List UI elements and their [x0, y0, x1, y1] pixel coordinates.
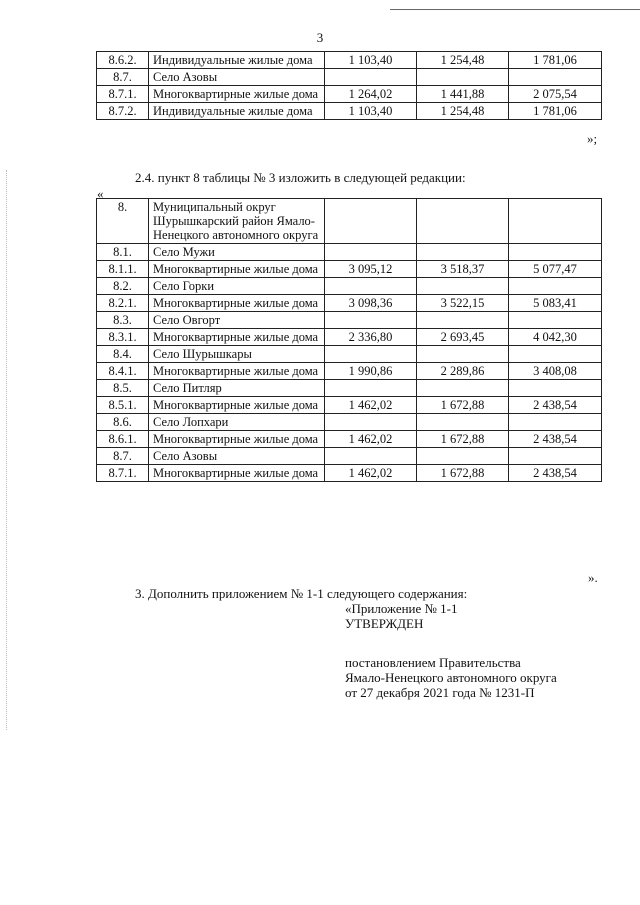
- row-value-2: 2 289,86: [417, 363, 509, 380]
- row-name: Многоквартирные жилые дома: [149, 363, 325, 380]
- approved-by-line: постановлением Правительства: [345, 655, 521, 670]
- row-number: 8.5.: [97, 380, 149, 397]
- row-name: Многоквартирные жилые дома: [149, 261, 325, 278]
- row-name: Село Мужи: [149, 244, 325, 261]
- table-row: [97, 103, 602, 120]
- approved-by-region: Ямало-Ненецкого автономного округа: [345, 670, 557, 685]
- row-number: 8.5.1.: [97, 397, 149, 414]
- row-value-1: [325, 380, 417, 397]
- row-value-3: 4 042,30: [509, 329, 602, 346]
- row-value-2: [417, 199, 509, 244]
- row-value-3: [509, 312, 602, 329]
- row-number: 8.1.: [97, 244, 149, 261]
- row-value-2: [417, 69, 509, 86]
- tariff-table-item-8: [96, 198, 602, 482]
- row-number: 8.: [97, 199, 149, 244]
- row-value-2: [417, 244, 509, 261]
- row-value-1: [325, 199, 417, 244]
- row-value-3: 3 408,08: [509, 363, 602, 380]
- row-name: Многоквартирные жилые дома: [149, 397, 325, 414]
- row-value-3: 2 075,54: [509, 86, 602, 103]
- row-value-1: [325, 312, 417, 329]
- scan-edge-line: [390, 9, 640, 10]
- row-value-3: 2 438,54: [509, 397, 602, 414]
- row-number: 8.7.1.: [97, 465, 149, 482]
- row-value-3: 5 077,47: [509, 261, 602, 278]
- table-row: [97, 295, 602, 312]
- table-row: [97, 380, 602, 397]
- row-value-2: [417, 448, 509, 465]
- table-row: [97, 363, 602, 380]
- row-value-3: 2 438,54: [509, 465, 602, 482]
- row-value-2: [417, 278, 509, 295]
- row-number: 8.4.: [97, 346, 149, 363]
- table-row: [97, 278, 602, 295]
- row-number: 8.2.: [97, 278, 149, 295]
- row-value-1: [325, 69, 417, 86]
- row-value-3: [509, 244, 602, 261]
- table-row: [97, 69, 602, 86]
- row-number: 8.7.1.: [97, 86, 149, 103]
- table-row: [97, 199, 602, 244]
- table-row: [97, 52, 602, 69]
- row-value-2: 1 254,48: [417, 103, 509, 120]
- row-value-3: [509, 414, 602, 431]
- row-name: Многоквартирные жилые дома: [149, 295, 325, 312]
- table-row: [97, 448, 602, 465]
- row-value-3: 5 083,41: [509, 295, 602, 312]
- paragraph-3: 3. Дополнить приложением № 1-1 следующего содержания:: [135, 586, 468, 601]
- row-name: Село Лопхари: [149, 414, 325, 431]
- row-value-2: 1 672,88: [417, 431, 509, 448]
- row-value-1: 3 095,12: [325, 261, 417, 278]
- tariff-table-continuation: [96, 51, 602, 120]
- row-value-3: [509, 69, 602, 86]
- row-number: 8.6.2.: [97, 52, 149, 69]
- row-value-1: 1 103,40: [325, 103, 417, 120]
- row-number: 8.3.1.: [97, 329, 149, 346]
- row-name: Многоквартирные жилые дома: [149, 86, 325, 103]
- row-value-3: [509, 278, 602, 295]
- row-value-2: [417, 380, 509, 397]
- row-value-1: [325, 448, 417, 465]
- table-row: [97, 86, 602, 103]
- row-value-1: [325, 414, 417, 431]
- row-value-1: 1 462,02: [325, 397, 417, 414]
- table-row: [97, 346, 602, 363]
- row-value-2: 1 672,88: [417, 465, 509, 482]
- row-value-1: 3 098,36: [325, 295, 417, 312]
- row-value-1: [325, 278, 417, 295]
- row-name: Индивидуальные жилые дома: [149, 103, 325, 120]
- row-name: Село Шурышкары: [149, 346, 325, 363]
- row-value-2: 2 693,45: [417, 329, 509, 346]
- row-value-1: 1 990,86: [325, 363, 417, 380]
- table-row: [97, 329, 602, 346]
- appendix-title: «Приложение № 1-1: [345, 601, 458, 616]
- row-value-2: 1 672,88: [417, 397, 509, 414]
- row-value-3: [509, 346, 602, 363]
- table-row: [97, 244, 602, 261]
- row-value-2: 3 518,37: [417, 261, 509, 278]
- appendix-heading-block: [345, 601, 557, 700]
- row-value-1: 1 264,02: [325, 86, 417, 103]
- opening-quote: «: [97, 186, 104, 201]
- row-name: Индивидуальные жилые дома: [149, 52, 325, 69]
- row-number: 8.6.: [97, 414, 149, 431]
- row-value-1: 1 462,02: [325, 465, 417, 482]
- row-value-1: [325, 346, 417, 363]
- row-value-3: [509, 380, 602, 397]
- table-row: [97, 261, 602, 278]
- table-row: [97, 465, 602, 482]
- table-row: [97, 414, 602, 431]
- row-name: Многоквартирные жилые дома: [149, 465, 325, 482]
- row-number: 8.7.: [97, 69, 149, 86]
- row-name: Многоквартирные жилые дома: [149, 329, 325, 346]
- row-name: Село Азовы: [149, 448, 325, 465]
- row-value-1: 2 336,80: [325, 329, 417, 346]
- table-row: [97, 431, 602, 448]
- table2-closing-quote: ».: [588, 570, 598, 585]
- row-number: 8.3.: [97, 312, 149, 329]
- row-name: Многоквартирные жилые дома: [149, 431, 325, 448]
- row-value-2: 1 254,48: [417, 52, 509, 69]
- approved-date-number: от 27 декабря 2021 года № 1231-П: [345, 685, 535, 700]
- table-row: [97, 312, 602, 329]
- row-name: Село Горки: [149, 278, 325, 295]
- row-value-2: 3 522,15: [417, 295, 509, 312]
- approved-label: УТВЕРЖДЕН: [345, 616, 424, 631]
- row-number: 8.7.2.: [97, 103, 149, 120]
- row-number: 8.1.1.: [97, 261, 149, 278]
- row-value-3: 1 781,06: [509, 52, 602, 69]
- row-value-3: [509, 448, 602, 465]
- row-value-2: 1 441,88: [417, 86, 509, 103]
- table1-closing-quote: »;: [587, 131, 598, 146]
- page-number: 3: [316, 30, 324, 45]
- scan-margin-artifact: [6, 170, 7, 730]
- row-value-3: 2 438,54: [509, 431, 602, 448]
- row-value-1: 1 103,40: [325, 52, 417, 69]
- row-number: 8.4.1.: [97, 363, 149, 380]
- row-name: Село Питляр: [149, 380, 325, 397]
- row-number: 8.2.1.: [97, 295, 149, 312]
- row-name: Село Овгорт: [149, 312, 325, 329]
- row-number: 8.7.: [97, 448, 149, 465]
- table-row: [97, 397, 602, 414]
- row-value-2: [417, 312, 509, 329]
- row-value-3: [509, 199, 602, 244]
- row-value-1: 1 462,02: [325, 431, 417, 448]
- row-value-2: [417, 414, 509, 431]
- row-value-3: 1 781,06: [509, 103, 602, 120]
- row-value-1: [325, 244, 417, 261]
- row-name: Село Азовы: [149, 69, 325, 86]
- row-name: Муниципальный округ Шурышкарский район Ямало-Ненецкого автономного округа: [149, 199, 325, 244]
- row-value-2: [417, 346, 509, 363]
- paragraph-2-4: 2.4. пункт 8 таблицы № 3 изложить в следующей редакции:: [135, 170, 466, 185]
- row-number: 8.6.1.: [97, 431, 149, 448]
